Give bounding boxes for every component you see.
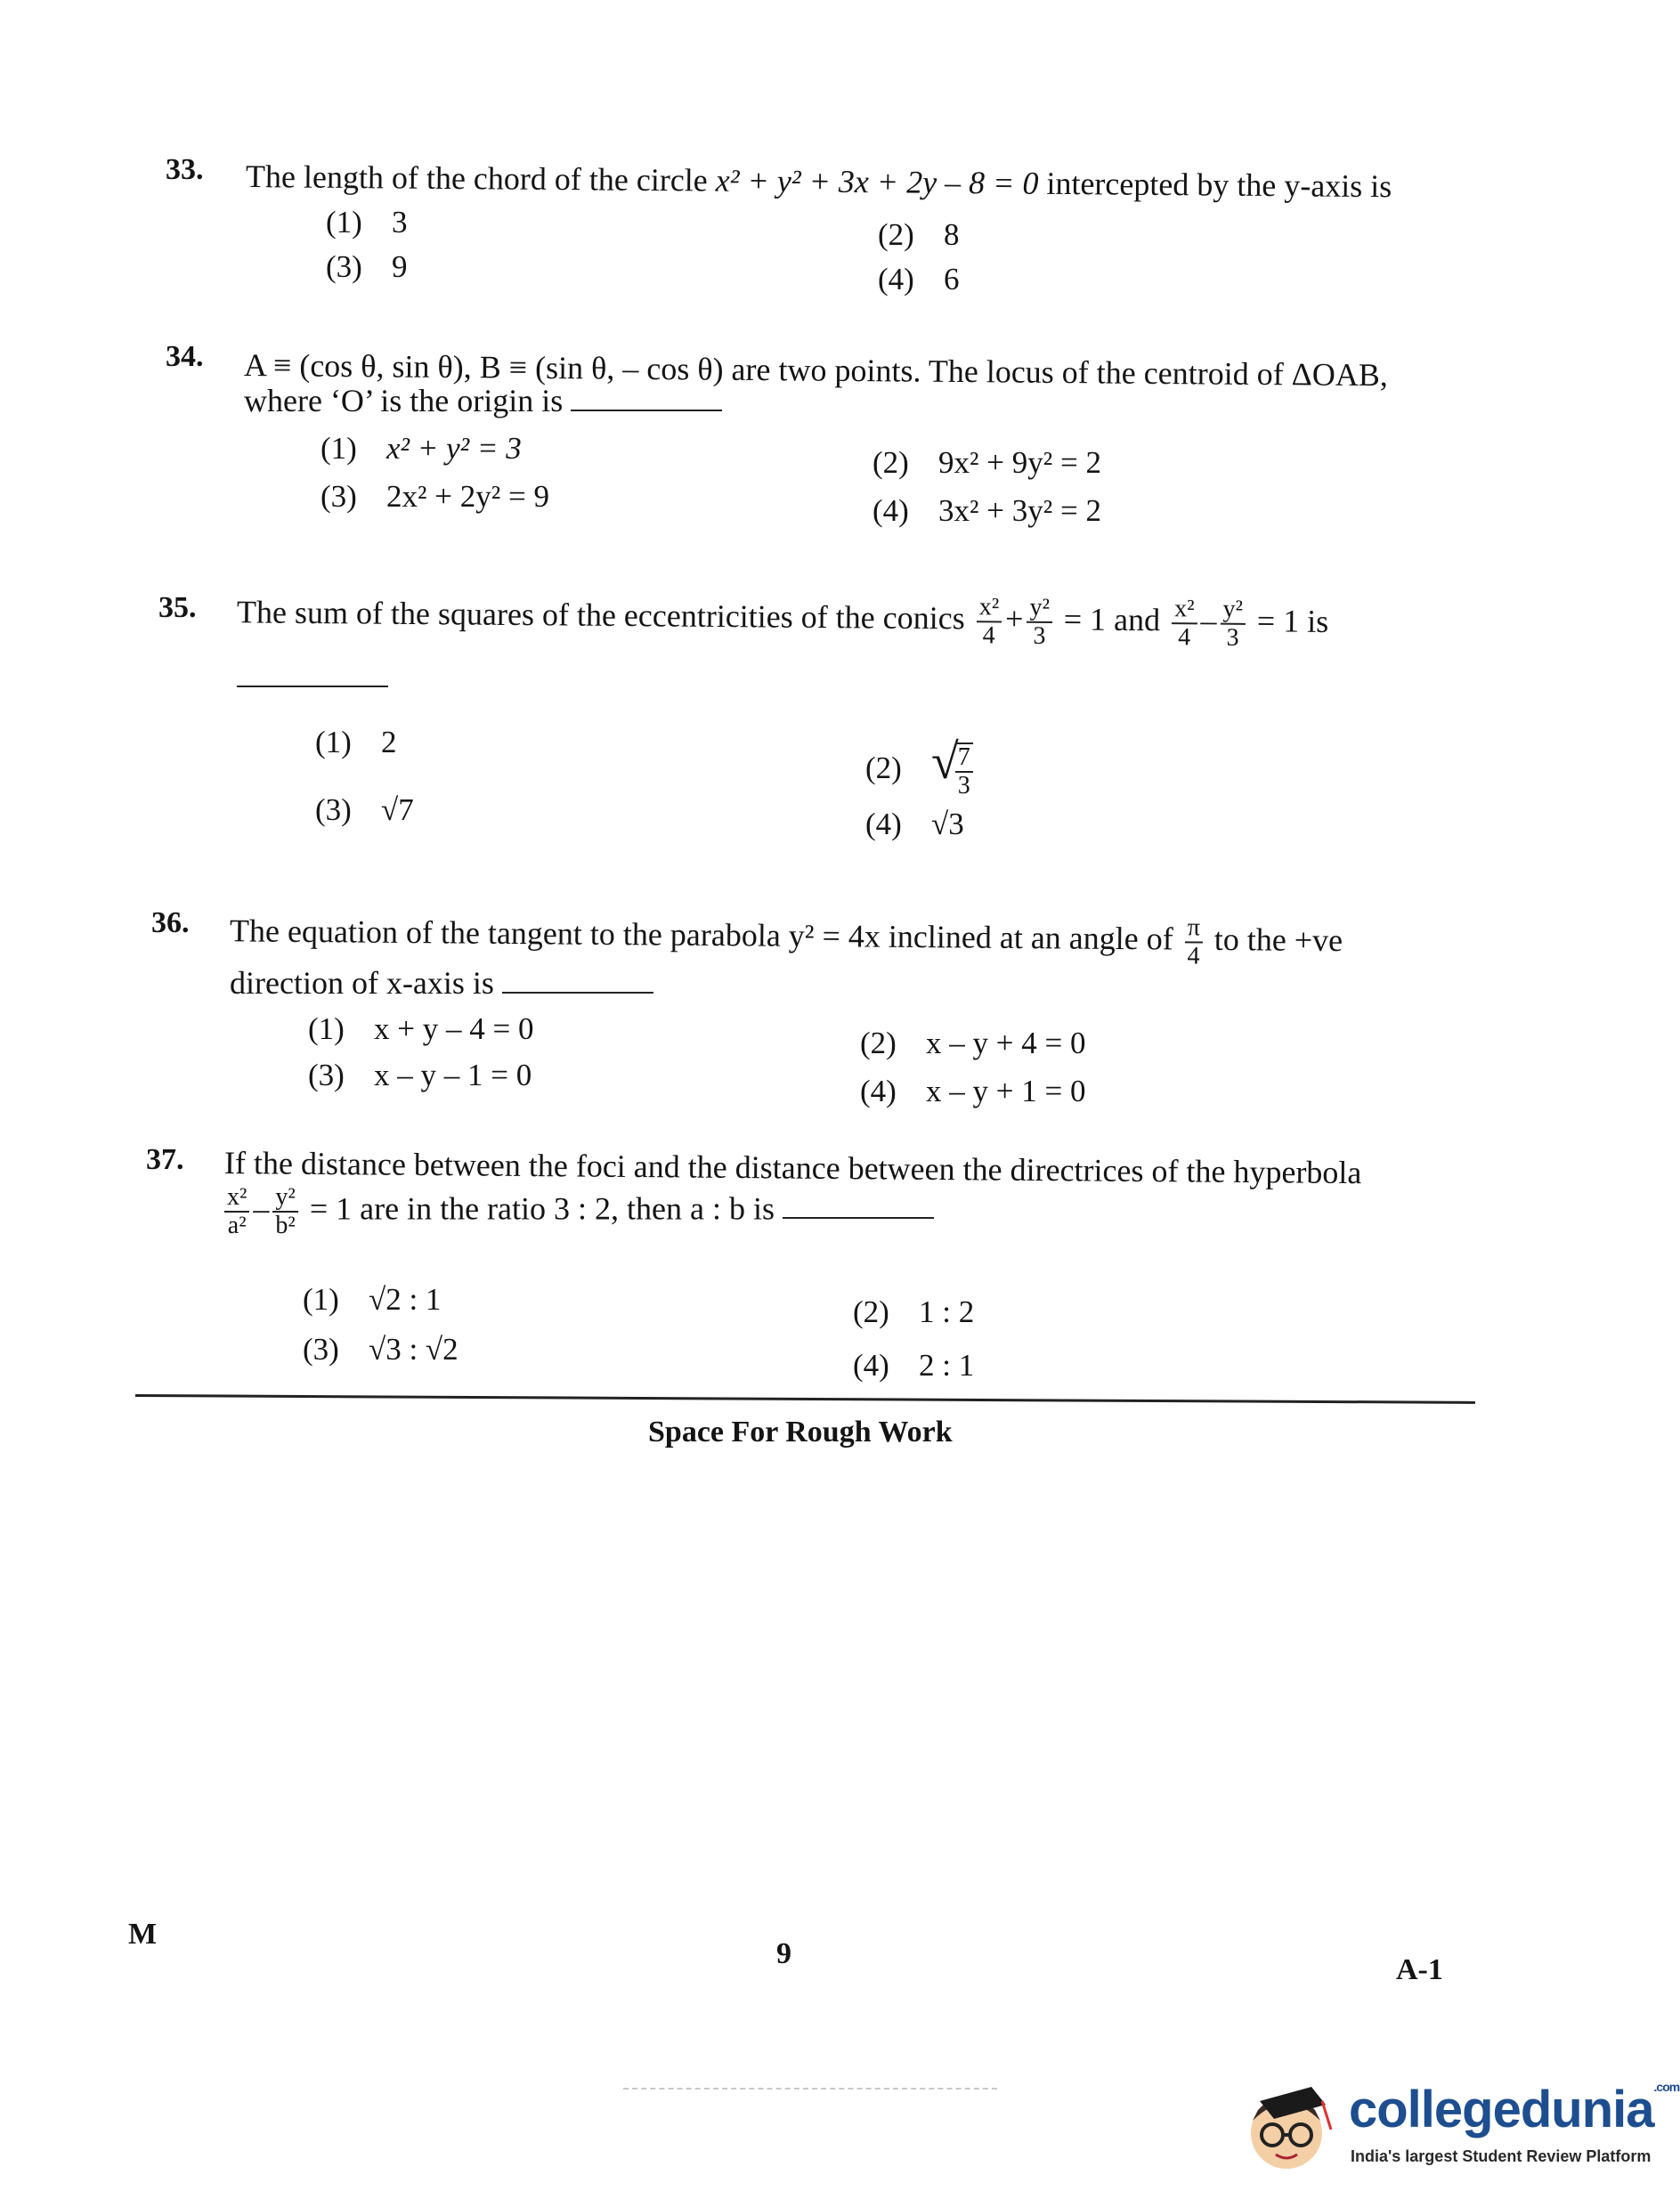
question-number: 35. xyxy=(158,591,197,624)
fraction: $\frac{\text{y²}}{\text{b²}}$ xyxy=(272,1184,297,1239)
fraction: $\frac{\text{x²}}{4}$ xyxy=(976,594,1002,649)
question-number: 34. xyxy=(166,340,204,373)
collegedunia-watermark xyxy=(1233,2074,1680,2181)
option-2: (2) x – y + 4 = 0 xyxy=(860,1026,1086,1060)
option-4: (4) 3x² + 3y² = 2 xyxy=(872,493,1101,528)
question-number: 36. xyxy=(151,906,190,939)
brand-name: collegedunia$^{.com}$ xyxy=(1349,2080,1680,2138)
footer-series-code: M xyxy=(128,1918,158,1951)
option-1: (1) √2 : 1 xyxy=(303,1282,442,1317)
fraction: $\frac{\text{y²}}{3}$ xyxy=(1220,596,1246,652)
page-number: 9 xyxy=(776,1937,791,1970)
option-3: (3) √3 : √2 xyxy=(303,1332,459,1367)
brand-tagline: India's largest Student Review Platform xyxy=(1351,2147,1652,2165)
option-1: (1) x² + y² = 3 xyxy=(321,431,522,466)
question-stem-line1: If the distance between the foci and the distance between the directrices of the hyperbola xyxy=(223,1145,1362,1191)
option-1: (1) 3 xyxy=(326,205,408,239)
question-number: 33. xyxy=(166,153,204,186)
answer-blank xyxy=(571,383,722,411)
fraction: $\frac{\text{x²}}{\text{a²}}$ xyxy=(224,1184,249,1239)
option-2: (2) 8 xyxy=(878,217,960,252)
option-3: (3) √7 xyxy=(315,792,414,827)
option-2: (2) 9x² + 9y² = 2 xyxy=(872,445,1101,480)
question-number: 37. xyxy=(146,1143,184,1176)
option-4: (4) 6 xyxy=(878,262,960,296)
question-stem-line1: A ≡ (cos θ, sin θ), B ≡ (sin θ, – cos θ) are two points. The locus of the centroid of ΔOAB, xyxy=(243,347,1389,394)
fraction: $\frac{\pi}{4}$ xyxy=(1184,914,1203,970)
footer-booklet-code: A-1 xyxy=(1396,1953,1443,1986)
answer-blank xyxy=(783,1190,934,1219)
option-3: (3) 2x² + 2y² = 9 xyxy=(321,479,549,514)
question-stem-line2: direction of x-axis is xyxy=(230,963,653,1002)
option-1: (1) 2 xyxy=(315,725,397,759)
rough-work-heading: Space For Rough Work xyxy=(648,1416,953,1448)
option-4: (4) √3 xyxy=(865,807,964,841)
question-stem-line1: The equation of the tangent to the parabola y² = 4x inclined at an angle of $\frac{\pi}{4}$ to the +ve xyxy=(229,913,1343,970)
option-2: (2) 1 : 2 xyxy=(853,1294,975,1329)
answer-blank xyxy=(237,659,388,687)
divider-rule xyxy=(135,1394,1475,1404)
question-stem-line2: $\frac{\text{x²}}{\text{a²}}$ – $\frac{\text{y²}}{\text{b²}}$ = 1 are in the ratio 3 : 2, then a : b is xyxy=(221,1184,934,1239)
option-3: (3) x – y – 1 = 0 xyxy=(308,1058,532,1092)
option-3: (3) 9 xyxy=(326,249,408,284)
option-4: (4) 2 : 1 xyxy=(853,1348,975,1383)
option-2: (2) √ $\frac{7}{3}$ xyxy=(865,734,977,799)
fraction: $\frac{\text{y²}}{3}$ xyxy=(1027,595,1052,650)
option-4: (4) x – y + 1 = 0 xyxy=(860,1074,1086,1108)
question-stem: The sum of the squares of the eccentricities of the conics $\frac{\text{x²}}{4}$ + $\frac{\text{y²}}{3}$ = 1 and $\frac{\text{x²}}{4}$ – $\frac{\text{y²}}{3}$ = 1 is xyxy=(236,593,1329,652)
radical-sign: √ xyxy=(931,734,959,790)
question-stem: The length of the chord of the circle x² + y² + 3x + 2y – 8 = 0 intercepted by the y-axis is xyxy=(245,158,1392,205)
fraction: $\frac{\text{x²}}{4}$ xyxy=(1172,596,1197,651)
option-1: (1) x + y – 4 = 0 xyxy=(308,1011,534,1046)
mascot-icon xyxy=(1233,2074,1340,2181)
scan-dash-mark xyxy=(623,2088,997,2090)
answer-blank xyxy=(502,965,653,994)
fraction: $\frac{7}{3}$ xyxy=(955,743,973,799)
question-stem-line2: where ‘O’ is the origin is xyxy=(244,381,722,420)
